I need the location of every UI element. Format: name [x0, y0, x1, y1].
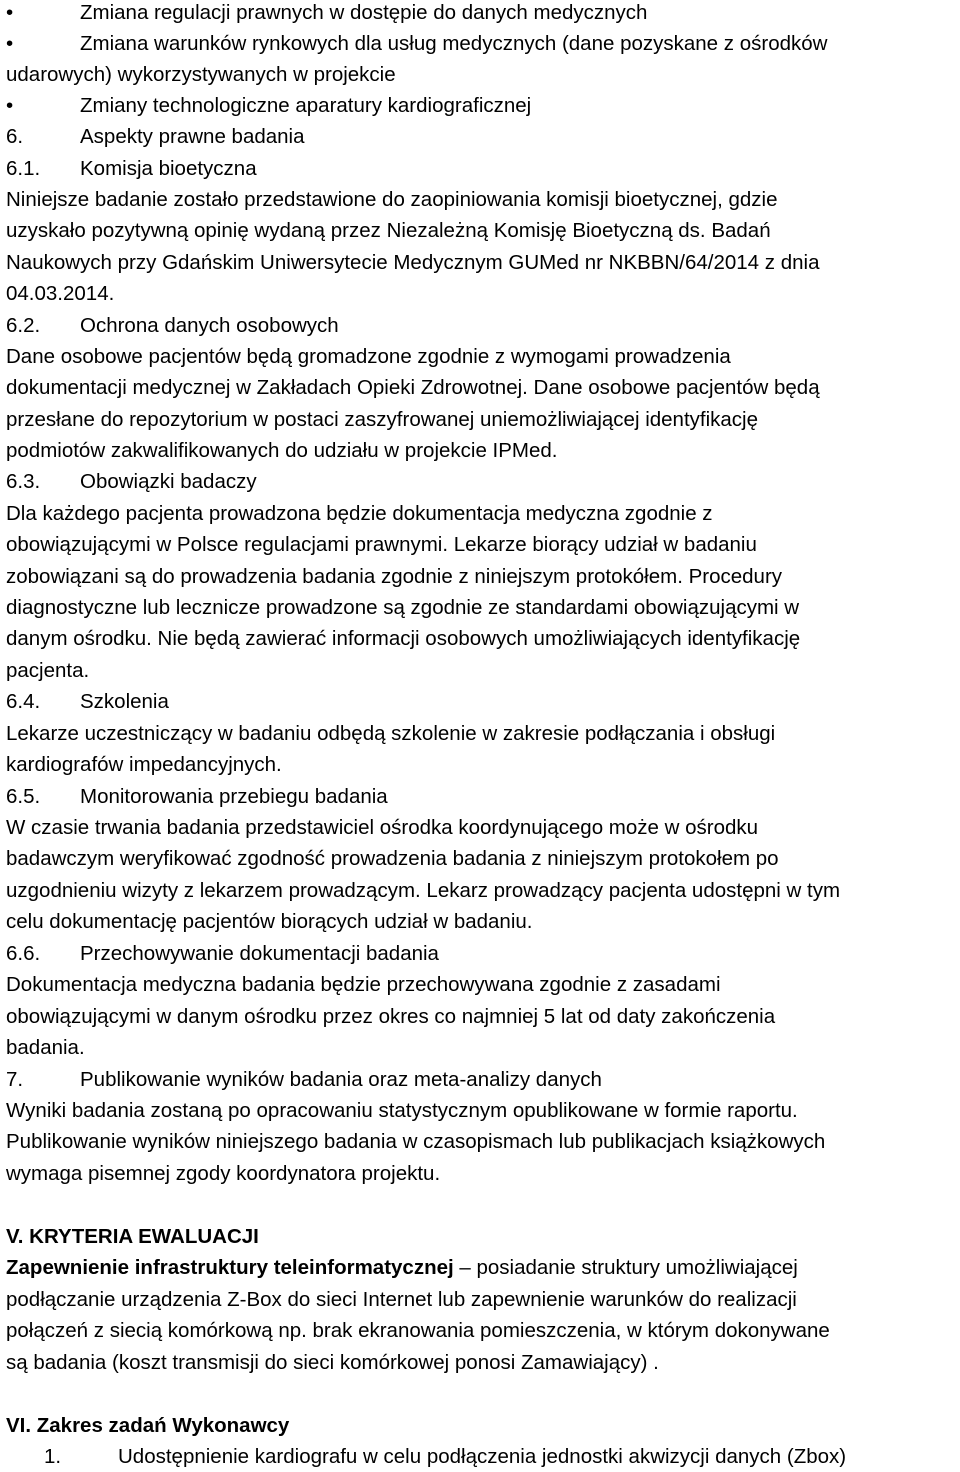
bullet-icon: • [6, 32, 14, 55]
paragraph-line: podłączanie urządzenia Z-Box do sieci Internet lub zapewnienie warunków do realizacji [6, 1288, 797, 1311]
paragraph-line: Dokumentacja medyczna badania będzie przechowywana zgodnie z zasadami [6, 973, 721, 996]
paragraph-line: celu dokumentację pacjentów biorących udział w badaniu. [6, 910, 533, 933]
paragraph-line: Niniejsze badanie zostało przedstawione do zaopiniowania komisji bioetycznej, gdzie [6, 188, 778, 211]
paragraph-line: dokumentacji medycznej w Zakładach Opieki Zdrowotnej. Dane osobowe pacjentów będą [6, 376, 820, 399]
section-heading: 6. Aspekty prawne badania [6, 125, 305, 148]
list-item-continuation: udarowych) wykorzystywanych w projekcie [6, 63, 396, 86]
paragraph-line: obowiązującymi w Polsce regulacjami prawnymi. Lekarze biorący udział w badaniu [6, 533, 757, 556]
paragraph-line: połączeń z siecią komórkową np. brak ekranowania pomieszczenia, w którym dokonywane [6, 1319, 830, 1342]
paragraph-line: wymaga pisemnej zgody koordynatora projektu. [6, 1162, 441, 1185]
paragraph-line: 04.03.2014. [6, 282, 115, 305]
list-item: 1. Udostępnienie kardiografu w celu podłączenia jednostki akwizycji danych (Zbox) [44, 1445, 847, 1468]
list-item: • Zmiany technologiczne aparatury kardiograficznej [6, 90, 956, 121]
paragraph-line: Wyniki badania zostaną po opracowaniu statystycznym opublikowane w formie raportu. [6, 1099, 798, 1122]
bullet-icon: • [6, 1, 14, 24]
paragraph-line: kardiografów impedancyjnych. [6, 753, 282, 776]
paragraph-line: danym ośrodku. Nie będą zawierać informacji osobowych umożliwiających identyfikację [6, 627, 801, 650]
paragraph-line: uzyskało pozytywną opinię wydaną przez Niezależną Komisję Bioetyczną ds. Badań [6, 219, 771, 242]
paragraph-line: uzgodnieniu wizyty z lekarzem prowadzącym. Lekarz prowadzący pacjenta udostępni w tym [6, 879, 841, 902]
section-heading: 6.3. Obowiązki badaczy [6, 470, 257, 493]
section-heading: 6.1. Komisja bioetyczna [6, 157, 257, 180]
criterion-title: Zapewnienie infrastruktury teleinformatycznej [6, 1256, 454, 1279]
paragraph-line: są badania (koszt transmisji do sieci komórkowej ponosi Zamawiający) . [6, 1351, 659, 1374]
bullet-icon: • [6, 94, 14, 117]
paragraph-line: badawczym weryfikować zgodność prowadzenia badania z niniejszym protokołem po [6, 847, 779, 870]
paragraph-line: W czasie trwania badania przedstawiciel ośrodka koordynującego może w ośrodku [6, 816, 759, 839]
paragraph-line: pacjenta. [6, 659, 90, 682]
section-heading: 6.4. Szkolenia [6, 690, 169, 713]
paragraph-line: Dla każdego pacjenta prowadzona będzie dokumentacja medyczna zgodnie z [6, 502, 713, 525]
section-heading: 6.5. Monitorowania przebiegu badania [6, 785, 388, 808]
paragraph-line: diagnostyczne lub lecznicze prowadzone są zgodnie ze standardami obowiązującymi w [6, 596, 800, 619]
section-heading: 6.2. Ochrona danych osobowych [6, 314, 339, 337]
paragraph-line: Zapewnienie infrastruktury teleinformatycznej – posiadanie struktury umożliwiającej [6, 1256, 798, 1279]
section-heading: 6.6. Przechowywanie dokumentacji badania [6, 942, 439, 965]
chapter-heading: V. KRYTERIA EWALUACJI [6, 1225, 259, 1248]
paragraph-line: przesłane do repozytorium w postaci zaszyfrowanej uniemożliwiającej identyfikację [6, 408, 759, 431]
paragraph-line: podmiotów zakwalifikowanych do udziału w projekcie IPMed. [6, 439, 558, 462]
chapter-heading: VI. Zakres zadań Wykonawcy [6, 1414, 290, 1437]
paragraph-line: Publikowanie wyników niniejszego badania w czasopismach lub publikacjach książkowych [6, 1130, 826, 1153]
paragraph-line: obowiązującymi w danym ośrodku przez okres co najmniej 5 lat od daty zakończenia [6, 1005, 776, 1028]
list-item: • Zmiana warunków rynkowych dla usług medycznych (dane pozyskane z ośrodków [6, 28, 956, 59]
paragraph-line: zobowiązani są do prowadzenia badania zgodnie z niniejszym protokółem. Procedury [6, 565, 783, 588]
list-item: • Zmiana regulacji prawnych w dostępie do danych medycznych [6, 0, 956, 28]
paragraph-line: Naukowych przy Gdańskim Uniwersytecie Medycznym GUMed nr NKBBN/64/2014 z dnia [6, 251, 820, 274]
paragraph-line: Lekarze uczestniczący w badaniu odbędą szkolenie w zakresie podłączania i obsługi [6, 722, 776, 745]
section-heading: 7. Publikowanie wyników badania oraz meta-analizy danych [6, 1068, 602, 1091]
paragraph-line: badania. [6, 1036, 85, 1059]
paragraph-line: Dane osobowe pacjentów będą gromadzone zgodnie z wymogami prowadzenia [6, 345, 731, 368]
